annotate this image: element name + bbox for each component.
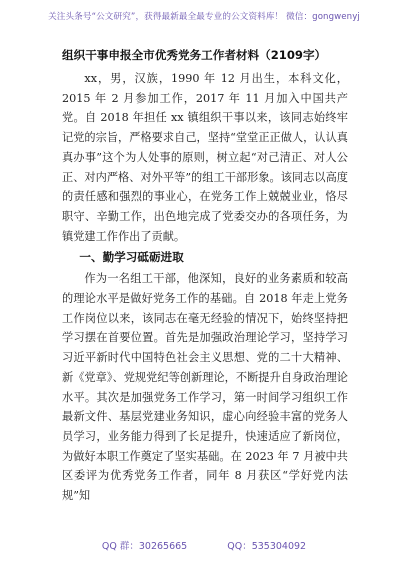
header-banner: 关注头条号“公文研究”，获得最新最全最专业的公文资料库！ 微信：gongwenyj [48, 12, 360, 22]
intro-paragraph: xx，男，汉族，1990 年 12 月出生，本科文化，2015 年 2 月参加工作，2017 年 11 月加入中国共产党。自 2018 年担任 xx 镇组织干事以来，该同志始终牢记党的宗旨，严格要求自己，坚持“堂堂正正做人，认认真真办事”这个为人处事的原则，树立起“对己清正、对人公正、对内严格、对外平等”的组工干部形象。该同志以高度的责任感和强烈的事业心，在党务工作上兢兢业业，恪尽职守、辛勤工作，出色地完成了党委交办的各项任务，为镇党建工作作出了贡献。 [62, 72, 348, 243]
footer-qq: QQ：535304092 [227, 541, 307, 552]
footer-qq-group: QQ 群：30265665 [101, 541, 188, 552]
section-heading: 一、勤学习砥砺进取 [79, 250, 184, 265]
document-page [62, 46, 348, 506]
section-paragraph: 作为一名组工干部，他深知，良好的业务素质和较高的理论水平是做好党务工作的基础。自 2018 年走上党务工作岗位以来，该同志在毫无经验的情况下，始终坚持把学习摆在首要位置。首先是加强政治理论学习，坚持学习习近平新时代中国特色社会主义思想、党的二十大精神、新《党章》、党规党纪等创新理论，不断提升自身政治理论水平。其次是加强党务工作学习，第一时间学习组织工作最新文件、基层党建业务知识，虚心向经验丰富的党务人员学习，业务能力得到了长足提升，快速适应了新岗位，为做好本职工作奠定了坚实基础。在 2023 年 7 月被中共区委评为优秀党务工作者，同年 8 月获区“学好党内法规”知 [62, 272, 348, 503]
footer [0, 538, 408, 552]
document-title: 组织干事申报全市优秀党务工作者材料（2109字） [62, 48, 327, 62]
